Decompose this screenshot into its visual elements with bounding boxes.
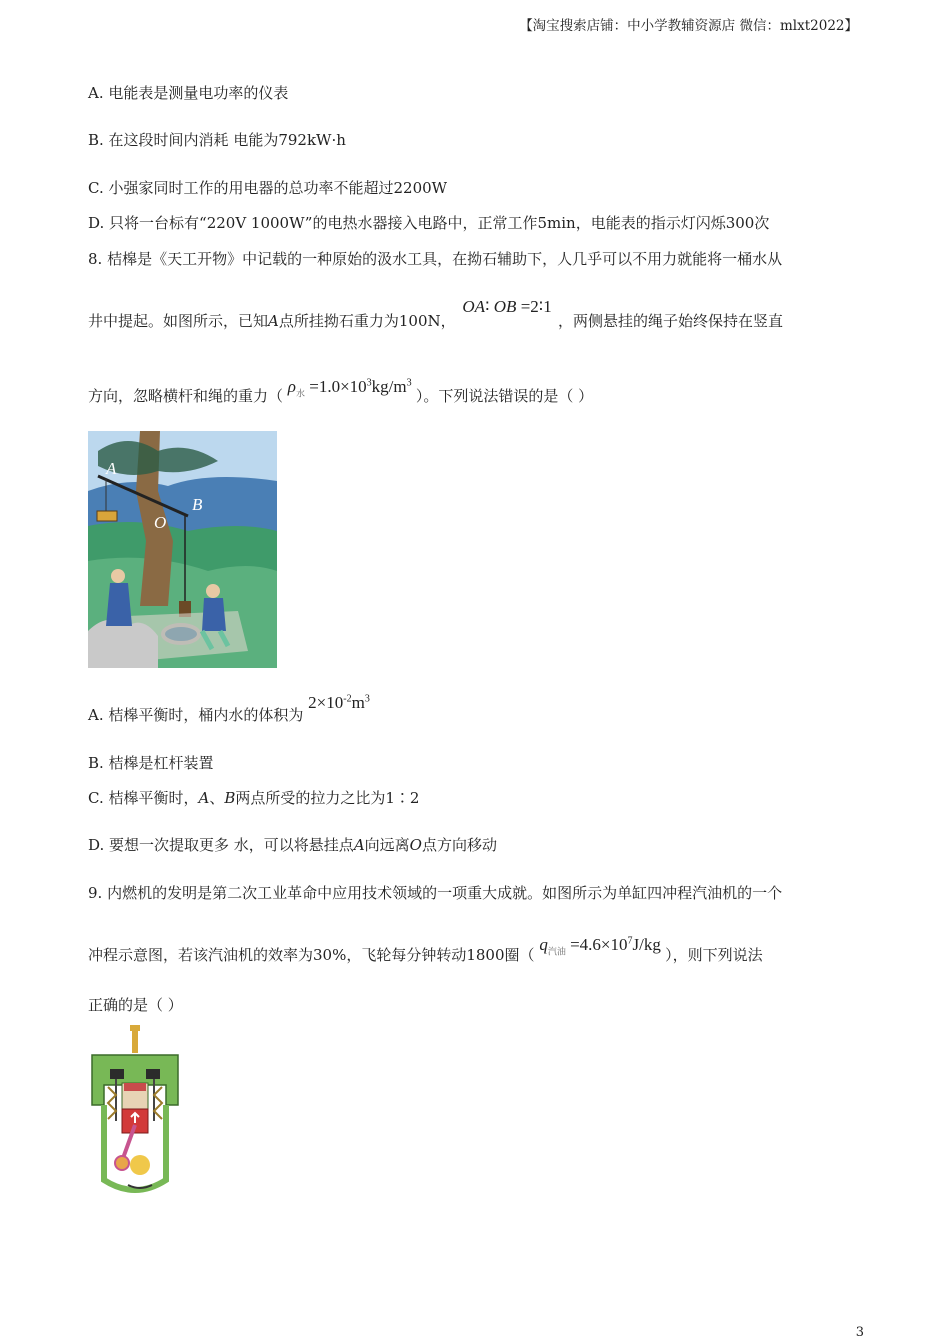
q9-stem-line3: 正确的是（ ） (88, 996, 183, 1014)
q8-option-d: D. 要想一次提取更多 水，可以将悬挂点A向远离O点方向移动 (88, 836, 497, 854)
page-header: 【淘宝搜索店铺：中小学教辅资源店 微信：mlxt2022】 (519, 18, 858, 34)
q8-stem-line1: 8. 桔槔是《天工开物》中记载的一种原始的汲水工具，在拗石辅助下，人几乎可以不用力就能将一桶水从 (88, 250, 783, 268)
q8-stem-line2: 井中提起。如图所示，已知A点所挂拗石重力为100N， OA∶ OB =2∶1 ，两侧悬挂的绳子始终保持在竖直 (88, 297, 783, 330)
engine-stroke-diagram (86, 1025, 184, 1197)
label-o: O (154, 513, 167, 532)
q7-option-b: B. 在这段时间内消耗 电能为792kW·h (88, 131, 346, 149)
page-number: 3 (855, 1325, 864, 1340)
q7-option-d: D. 只将一台标有“220V 1000W”的电热水器接入电路中，正常工作5min，电能表的指示灯闪烁300次 (88, 214, 770, 232)
q8-stem-line3: 方向，忽略横杆和绳的重力（ $\rho_水 =1.0\times 10^3kg/m^3$ ）。下列说法错误的是（ ） (88, 377, 594, 405)
label-b: B (192, 495, 203, 514)
label-a: A (106, 459, 117, 478)
heat-value-formula: $q_{汽油} =4.6\times 10^7J/kg$ (539, 935, 661, 957)
density-formula: $\rho_水 =1.0\times 10^3kg/m^3$ (287, 377, 412, 399)
q8-option-b: B. 桔槔是杠杆装置 (88, 754, 214, 772)
ratio-formula: OA∶ OB =2∶1 (462, 297, 552, 316)
q9-stem-line1: 9. 内燃机的发明是第二次工业革命中应用技术领域的一项重大成就。如图所示为单缸四冲程汽油机的一个 (88, 884, 783, 902)
shadoof-illustration (88, 431, 277, 668)
q9-stem-line2: 冲程示意图，若该汽油机的效率为30%，飞轮每分钟转动1800圈（ $q_{汽油} =4.6\times 10^7J/kg$ ），则下列说法 (88, 935, 763, 964)
q7-option-a: A. 电能表是测量电功率的仪表 (88, 84, 289, 102)
q7-option-c: C. 小强家同时工作的用电器的总功率不能超过2200W (88, 179, 448, 197)
q8-option-c: C. 桔槔平衡时，A、B两点所受的拉力之比为1∶2 (88, 789, 420, 807)
q8-option-a: A. 桔槔平衡时，桶内水的体积为 $2\times 10^{-2}m^3$ (88, 693, 370, 724)
